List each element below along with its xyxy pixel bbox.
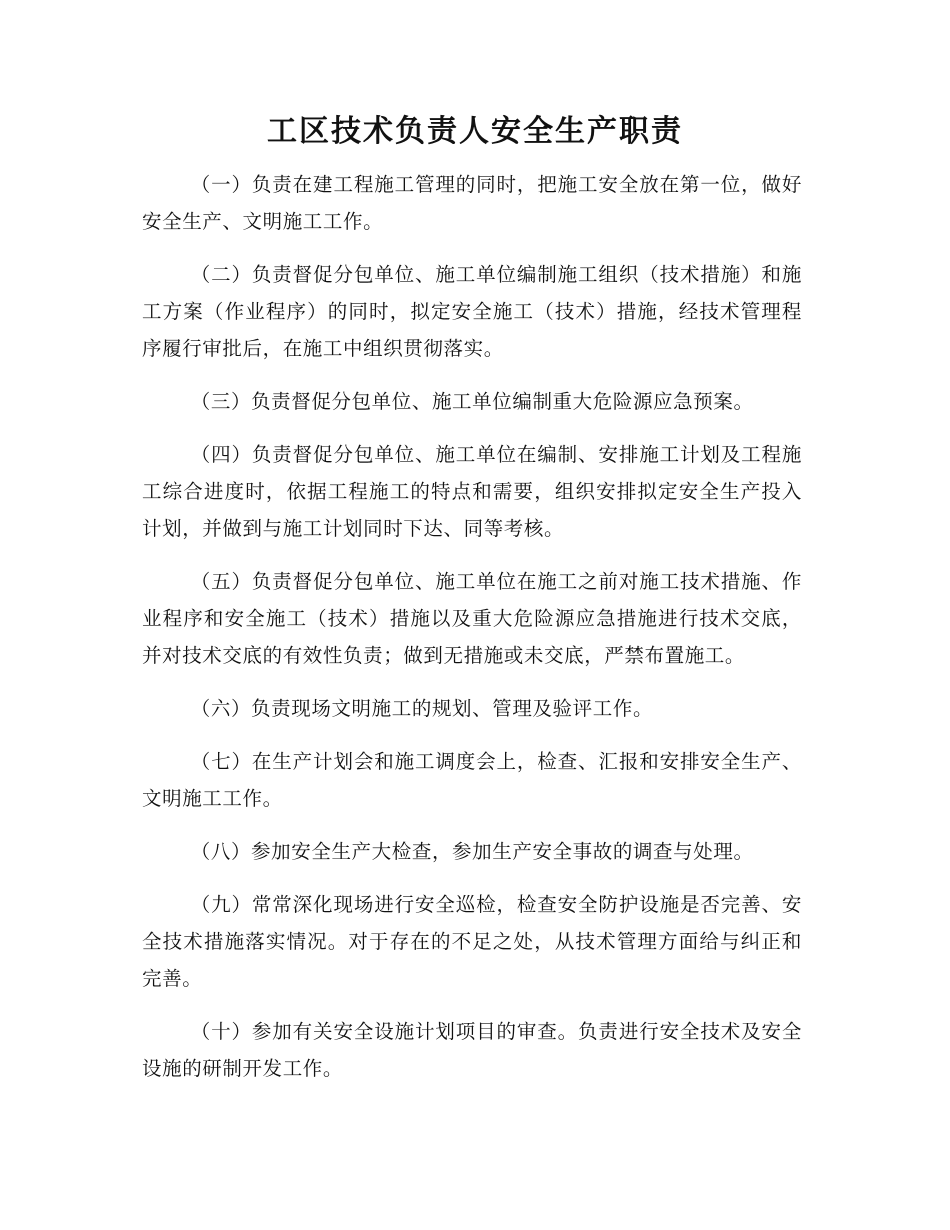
paragraph-4: （四）负责督促分包单位、施工单位在编制、安排施工计划及工程施工综合进度时，依据工程施工的特点和需要，组织安排拟定安全生产投入计划，并做到与施工计划同时下达、同等考核。 bbox=[142, 443, 802, 540]
paragraph-9: （九）常常深化现场进行安全巡检，检查安全防护设施是否完善、安全技术措施落实情况。对于存在的不足之处，从技术管理方面给与纠正和完善。 bbox=[142, 893, 802, 990]
paragraph-7: （七）在生产计划会和施工调度会上，检查、汇报和安排安全生产、文明施工工作。 bbox=[142, 750, 802, 810]
paragraph-1: （一）负责在建工程施工管理的同时，把施工安全放在第一位，做好安全生产、文明施工工作。 bbox=[142, 173, 802, 233]
paragraph-10: （十）参加有关安全设施计划项目的审查。负责进行安全技术及安全设施的研制开发工作。 bbox=[142, 1020, 802, 1080]
paragraph-2: （二）负责督促分包单位、施工单位编制施工组织（技术措施）和施工方案（作业程序）的同时，拟定安全施工（技术）措施，经技术管理程序履行审批后，在施工中组织贯彻落实。 bbox=[142, 263, 802, 360]
document-title: 工区技术负责人安全生产职责 bbox=[267, 114, 683, 149]
paragraph-8: （八）参加安全生产大检查，参加生产安全事故的调查与处理。 bbox=[190, 840, 754, 863]
document-body bbox=[142, 166, 802, 1103]
paragraph-6: （六）负责现场文明施工的规划、管理及验评工作。 bbox=[190, 697, 654, 720]
paragraph-5: （五）负责督促分包单位、施工单位在施工之前对施工技术措施、作业程序和安全施工（技术）措施以及重大危险源应急措施进行技术交底，并对技术交底的有效性负责；做到无措施或未交底，严禁布置施工。 bbox=[142, 570, 802, 667]
paragraph-3: （三）负责督促分包单位、施工单位编制重大危险源应急预案。 bbox=[190, 390, 754, 413]
